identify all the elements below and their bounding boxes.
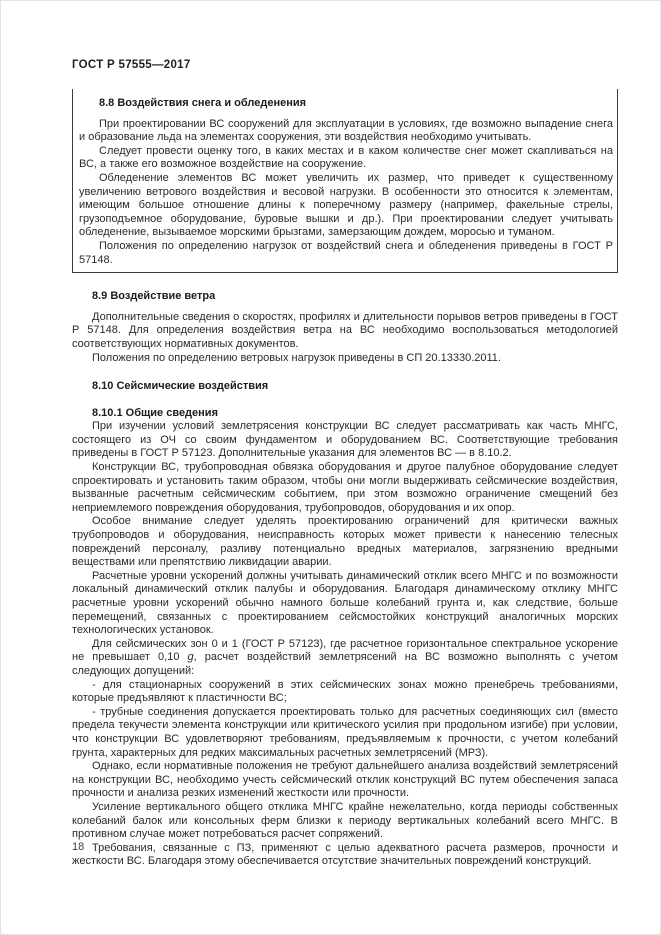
list-item-paragraph: - трубные соединения допускается проектировать только для расчетных соединяющих сил (вместо предела текучести элемента конструкции или критического усилия при продольном изгибе) при условии, что конструкции ВС удовлетворяют требованиям, предъявляемым к прочности, с учетом колебаний грунта, характерных для редких максимальных расчетных землетрясений (МРЗ). bbox=[72, 705, 618, 759]
paragraph: Положения по определению ветровых нагрузок приведены в СП 20.13330.2011. bbox=[92, 351, 501, 364]
section-8-10-1-title: 8.10.1 Общие сведения bbox=[92, 406, 218, 419]
paragraph: Усиление вертикального общего отклика МНГС крайне нежелательно, когда периоды собственных колебаний балок или консольных ферм близки к периоду вертикальных колебаний всего МНГС. В противном случае может потребоваться расчет сопряжений. bbox=[72, 800, 618, 841]
paragraph: Конструкции ВС, трубопроводная обвязка оборудования и другое палубное оборудование следует спроектировать и установить таким образом, чтобы они могли выдерживать сейсмические воздействия, вызванные расчетным сейсмическим событием, при этом возможно ограничение смещений без неприемлемого повреждения оборудования, трубопроводов, оборудования и их опор. bbox=[72, 461, 618, 514]
section-8-10-title: 8.10 Сейсмические воздействия bbox=[92, 380, 269, 393]
paragraph-text: , расчет воздействий землетрясений на ВС возможно выполнять с учетом следующих допущений: bbox=[72, 651, 618, 677]
list-item-paragraph: - для стационарных сооружений в этих сейсмических зонах можно пренебречь требованиями, которые предъявляют к пластичности ВС; bbox=[72, 678, 618, 705]
section-8-9 bbox=[72, 290, 618, 365]
paragraph-text: Для сейсмических зон 0 и 1 (ГОСТ Р 57123), где расчетное горизонтальное спектральное ускорение не превышает 0,10 bbox=[72, 637, 618, 664]
paragraph: Положения по определению нагрузок от воздействий снега и обледенения приведены в ГОСТ Р 57148. bbox=[79, 239, 613, 266]
paragraph: Особое внимание следует уделять проектированию ограничений для критически важных трубопроводов и оборудования, неисправность которых может привести к нанесению телесных повреждений персоналу, разливу потенциально вредных материалов, загрязнению вредными веществами или препятствию ликвидации аварии. bbox=[72, 515, 618, 569]
paragraph: Дополнительные сведения о скоростях, профилях и длительности порывов ветров приведены в ГОСТ Р 57148. Для определения воздействия ветра на ВС необходимо воспользоваться методологией соответствующих нормативных документов. bbox=[72, 310, 618, 350]
document-header: ГОСТ Р 57555—2017 bbox=[72, 59, 191, 71]
paragraph: При изучении условий землетрясения конструкции ВС следует рассматривать как часть МНГС, состоящего из ОЧ со своим фундаментом и оборудованием ВС. Соответствующие требования приведены в ГОСТ Р 57123. Дополнительные указания для элементов ВС — в 8.10.2. bbox=[72, 420, 618, 460]
document-content bbox=[72, 89, 618, 869]
paragraph: Расчетные уровни ускорений должны учитывать динамический отклик всего МНГС и по возможности локальный динамический отклик палубы и оборудования. Благодаря динамическому отклику МНГС расчетные уровни ускорений обычно намного больше колебаний грунта и, как следствие, больше перемещений, связанных с проектированием сейсмостойких конструкций аналогичных морских технологических установок. bbox=[72, 569, 618, 637]
section-8-8-title: 8.8 Воздействия снега и обледенения bbox=[99, 97, 307, 109]
section-8-9-title: 8.9 Воздействие ветра bbox=[92, 290, 216, 303]
variable-g: g bbox=[187, 651, 194, 664]
section-8-8-amendment-box bbox=[72, 89, 618, 273]
paragraph: Обледенение элементов ВС может увеличить их размер, что приведет к существенному увеличению ветрового воздействия и весовой нагрузки. В особенности это относится к элементам, имеющим большое отношение длины к поперечному размеру (например, факельные стрелы, грузоподъемное оборудование, буровые вышки и др.). При проектировании следует учитывать обледенение, вызываемое морскими брызгами, замерзающим дождем, моросью и туманом. bbox=[79, 171, 613, 239]
section-8-10-1 bbox=[72, 407, 618, 869]
paragraph: При проектировании ВС сооружений для эксплуатации в условиях, где возможно выпадение снега и образование льда на элементах сооружения, эти воздействия необходимо учитывать. bbox=[79, 117, 613, 144]
paragraph: Требования, связанные с ПЗ, применяют с целью адекватного расчета размеров, прочности и жесткости ВС. Благодаря этому обеспечивается отсутствие значительных повреждений конструкций. bbox=[72, 841, 618, 868]
paragraph: Однако, если нормативные положения не требуют дальнейшего анализа воздействий землетрясений на конструкции ВС, необходимо учесть сейсмический отклик конструкций ВС путем обеспечения запаса прочности и анализа резких изменений жесткости или прочности. bbox=[72, 760, 618, 800]
page-number: 18 bbox=[72, 841, 85, 853]
paragraph: Следует провести оценку того, в каких местах и в каком количестве снег может скапливаться на ВС, а также его возможное воздействие на сооружение. bbox=[79, 144, 613, 171]
paragraph-with-variable bbox=[72, 638, 618, 679]
